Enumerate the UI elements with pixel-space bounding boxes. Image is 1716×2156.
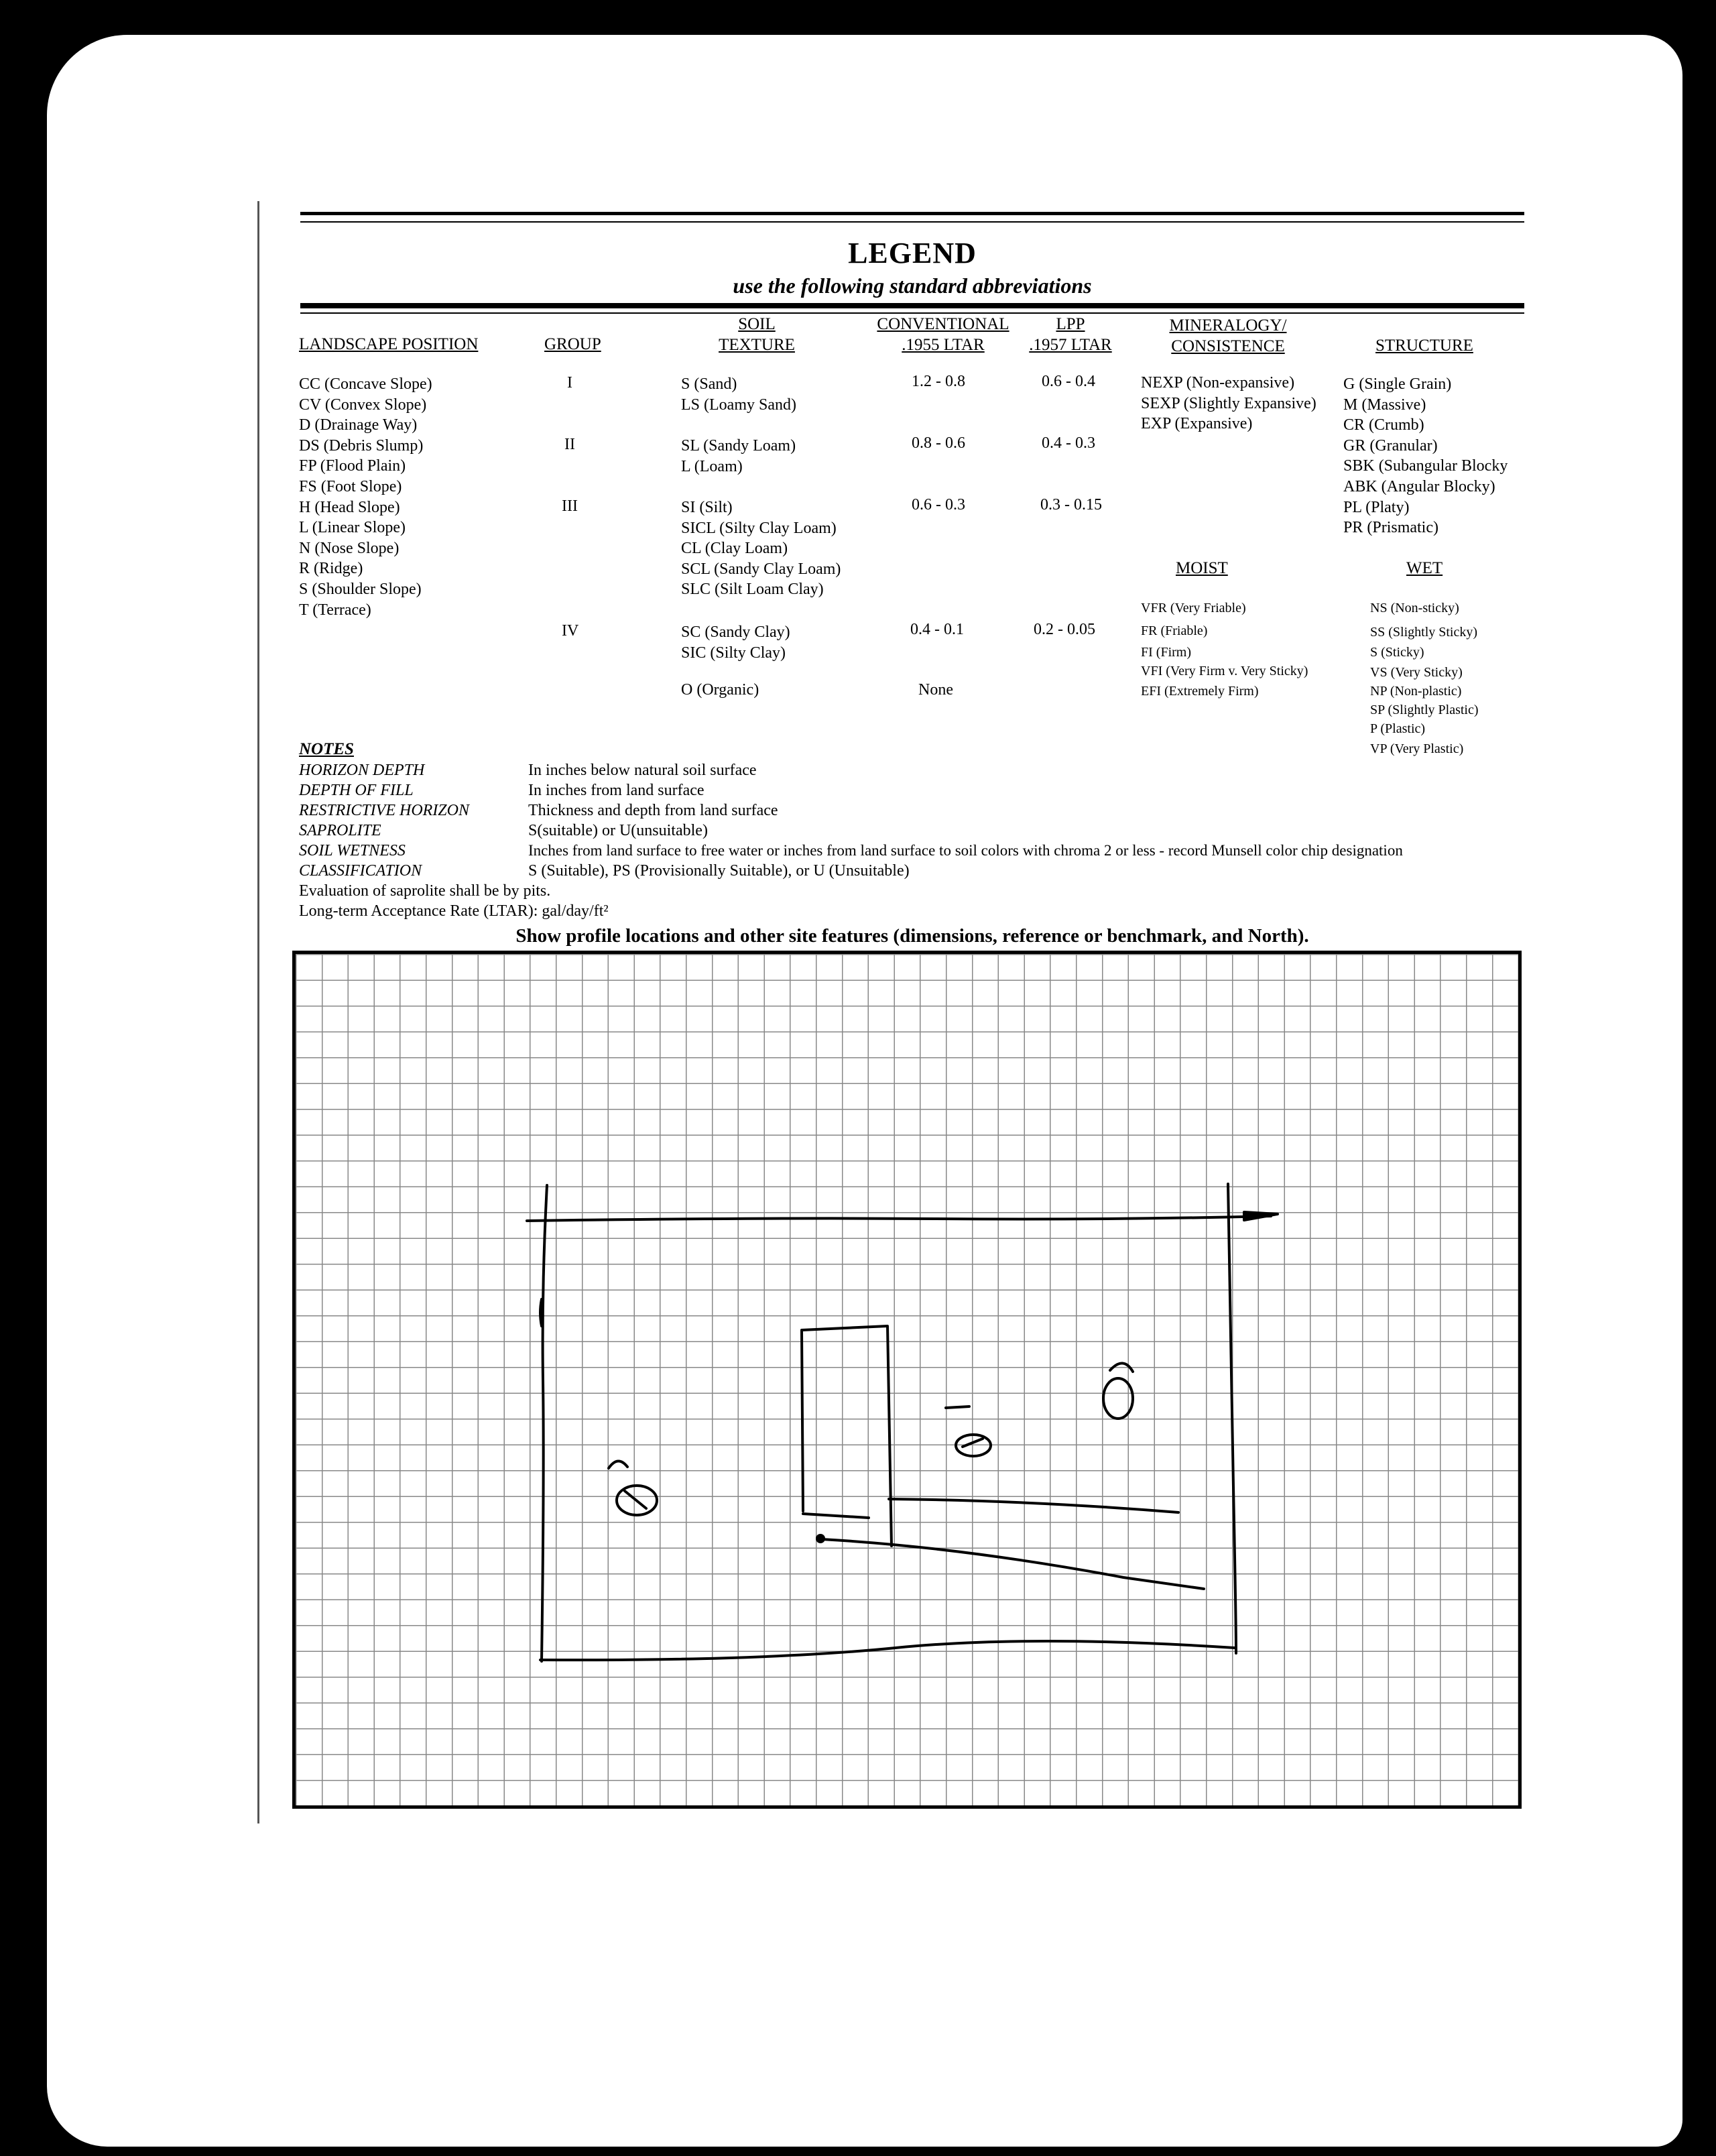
structure-item: M (Massive): [1343, 396, 1426, 414]
soil-texture-item: SCL (Sandy Clay Loam): [681, 560, 841, 578]
top-rule-thick: [300, 212, 1524, 215]
landscape-item: FP (Flood Plain): [299, 457, 406, 475]
soil-texture-item: SI (Silt): [681, 499, 733, 516]
group-iii: III: [562, 497, 578, 515]
structure-item: SBK (Subangular Blocky: [1343, 457, 1508, 475]
sketch-mark-center: [963, 1439, 983, 1447]
notes-heading: NOTES: [299, 740, 354, 758]
legend-subtitle: use the following standard abbreviations: [733, 274, 1092, 298]
conv-ltar-g2: 0.8 - 0.6: [912, 434, 965, 452]
header-group: GROUP: [544, 335, 601, 353]
landscape-item: CV (Convex Slope): [299, 396, 427, 414]
soil-texture-item: SC (Sandy Clay): [681, 623, 790, 641]
header-landscape: LANDSCAPE POSITION: [299, 335, 479, 353]
wet-item: VS (Very Sticky): [1370, 665, 1463, 680]
moist-item: VFI (Very Firm v. Very Sticky): [1141, 664, 1308, 678]
moist-item: FI (Firm): [1141, 645, 1191, 660]
note-label: DEPTH OF FILL: [299, 782, 414, 799]
sketch-circle-right: [1103, 1378, 1133, 1419]
mineralogy-item: EXP (Expansive): [1141, 415, 1253, 433]
note-text: S(suitable) or U(unsuitable): [528, 822, 708, 839]
lpp-ltar-g2: 0.4 - 0.3: [1042, 434, 1095, 452]
note-label: SAPROLITE: [299, 822, 381, 839]
header-soil-line1: SOIL: [738, 315, 776, 333]
wet-item: NP (Non-plastic): [1370, 684, 1462, 699]
header-lpp: [1022, 314, 1119, 355]
wet-item: P (Plastic): [1370, 721, 1426, 736]
moist-item: FR (Friable): [1141, 623, 1208, 638]
header-min-line1: MINERALOGY/: [1169, 316, 1287, 335]
structure-item: ABK (Angular Blocky): [1343, 477, 1495, 495]
sketch-arrow-head: [1244, 1212, 1278, 1220]
note-label: CLASSIFICATION: [299, 862, 422, 880]
header-lpp-line2: .1957 LTAR: [1029, 336, 1112, 354]
landscape-item: CC (Concave Slope): [299, 375, 432, 393]
soil-texture-item: CL (Clay Loam): [681, 540, 788, 558]
moist-item: EFI (Extremely Firm): [1141, 684, 1259, 699]
header-soil-texture: [713, 314, 800, 355]
soil-texture-group-3: [681, 497, 841, 600]
landscape-item: H (Head Slope): [299, 498, 400, 516]
soil-texture-item: SICL (Silty Clay Loam): [681, 519, 837, 537]
top-rule-thin: [300, 221, 1524, 223]
group-iv: IV: [562, 622, 579, 640]
landscape-item: DS (Debris Slump): [299, 436, 424, 455]
soil-texture-organic: O (Organic): [681, 681, 759, 699]
sketch-dash: [946, 1406, 969, 1408]
group-ii: II: [564, 436, 575, 453]
wet-item: VP (Very Plastic): [1370, 741, 1464, 756]
wet-item: S (Sticky): [1370, 645, 1424, 660]
wet-item: SS (Slightly Sticky): [1370, 625, 1478, 640]
group-i: I: [567, 374, 572, 392]
landscape-item: S (Shoulder Slope): [299, 580, 422, 598]
structure-item: CR (Crumb): [1343, 416, 1424, 434]
soil-texture-group-2: [681, 436, 796, 477]
sketch-line-1: [889, 1499, 1178, 1512]
note-text: Thickness and depth from land surface: [528, 802, 778, 819]
header-mineralogy: [1154, 315, 1302, 357]
soil-texture-item: L (Loam): [681, 457, 743, 475]
lpp-ltar-g3: 0.3 - 0.15: [1040, 496, 1102, 514]
conv-ltar-g3: 0.6 - 0.3: [912, 496, 965, 514]
soil-texture-item: LS (Loamy Sand): [681, 396, 796, 414]
landscape-list: [299, 374, 432, 620]
mineralogy-list: [1141, 373, 1316, 434]
header-soil-line2: TEXTURE: [719, 336, 795, 354]
note-text: S (Suitable), PS (Provisionally Suitable), or U (Unsuitable): [528, 862, 910, 880]
sketch-circle-center: [956, 1435, 991, 1456]
note-label: RESTRICTIVE HORIZON: [299, 802, 469, 819]
landscape-item: T (Terrace): [299, 601, 371, 619]
show-profile-instruction: Show profile locations and other site features (dimensions, reference or benchmark, and North).: [515, 925, 1309, 947]
note-text: In inches below natural soil surface: [528, 762, 757, 779]
landscape-item: FS (Foot Slope): [299, 477, 402, 495]
sketch-mark-right: [1110, 1363, 1133, 1372]
conv-ltar-organic: None: [918, 681, 953, 699]
header-conv-line2: .1955 LTAR: [902, 336, 985, 354]
conv-ltar-g4: 0.4 - 0.1: [910, 621, 964, 638]
landscape-item: L (Linear Slope): [299, 519, 406, 537]
sketch-line-2: [822, 1539, 1204, 1589]
note-label: HORIZON DEPTH: [299, 762, 425, 779]
sketch-building-base: [803, 1514, 869, 1518]
soil-texture-group-4: [681, 622, 790, 663]
moist-item: VFR (Very Friable): [1141, 601, 1246, 615]
conv-ltar-g1: 1.2 - 0.8: [912, 373, 965, 390]
landscape-item: R (Ridge): [299, 560, 363, 578]
sketch-bottom-line: [540, 1641, 1235, 1660]
note-pits: Evaluation of saprolite shall be by pits.: [299, 882, 551, 900]
header-lpp-line1: LPP: [1056, 315, 1085, 333]
lpp-ltar-g1: 0.6 - 0.4: [1042, 373, 1095, 390]
soil-texture-group-1: [681, 374, 796, 415]
structure-item: G (Single Grain): [1343, 375, 1452, 393]
sketch-left-line: [542, 1185, 547, 1661]
header-structure: STRUCTURE: [1375, 337, 1473, 355]
margin-line: [257, 201, 259, 1823]
wet-item: SP (Slightly Plastic): [1370, 703, 1479, 717]
sketch-top-line: [527, 1216, 1271, 1221]
soil-texture-item: SIC (Silty Clay): [681, 644, 786, 662]
header-conventional: [866, 314, 1020, 355]
lpp-ltar-g4: 0.2 - 0.05: [1034, 621, 1095, 638]
mineralogy-item: SEXP (Slightly Expansive): [1141, 394, 1316, 412]
sketch-building: [802, 1326, 892, 1546]
hand-drawn-site-sketch: [292, 951, 1522, 1809]
structure-item: GR (Granular): [1343, 436, 1438, 455]
note-text: Inches from land surface to free water or inches from land surface to soil colors with chroma 2 or less - record Munsell color chip designation: [528, 842, 1403, 859]
landscape-item: N (Nose Slope): [299, 539, 400, 557]
sketch-right-line: [1228, 1184, 1236, 1653]
header-moist: MOIST: [1176, 559, 1228, 577]
soil-texture-item: SLC (Silt Loam Clay): [681, 581, 824, 599]
sketch-left-tick: [540, 1299, 542, 1326]
soil-texture-item: S (Sand): [681, 375, 737, 393]
mineralogy-item: NEXP (Non-expansive): [1141, 374, 1295, 392]
header-conv-line1: CONVENTIONAL: [877, 315, 1009, 333]
structure-item: PR (Prismatic): [1343, 519, 1438, 537]
landscape-item: D (Drainage Way): [299, 416, 418, 434]
note-ltar: Long-term Acceptance Rate (LTAR): gal/day/ft²: [299, 902, 609, 920]
structure-item: PL (Platy): [1343, 498, 1410, 516]
legend-title: LEGEND: [848, 237, 977, 270]
note-text: In inches from land surface: [528, 782, 704, 799]
note-label: SOIL WETNESS: [299, 842, 406, 859]
wet-item: NS (Non-sticky): [1370, 601, 1459, 615]
sketch-dot: [817, 1535, 824, 1542]
soil-texture-item: SL (Sandy Loam): [681, 437, 796, 455]
header-min-line2: CONSISTENCE: [1171, 337, 1285, 355]
header-rule-thick: [300, 303, 1524, 308]
header-wet: WET: [1406, 559, 1443, 577]
structure-list: [1343, 374, 1508, 538]
